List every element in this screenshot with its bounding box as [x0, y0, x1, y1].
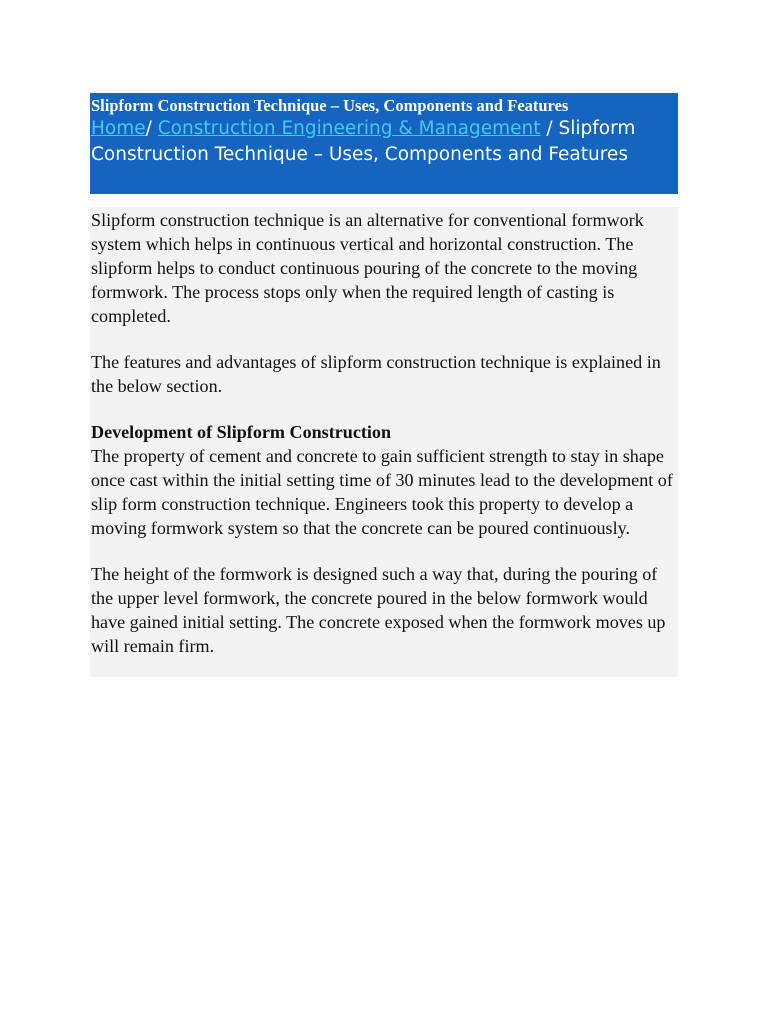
breadcrumb-separator: /	[540, 118, 559, 139]
article-paragraph-intro: Slipform construction technique is an alternative for conventional formwork system which helps in continuous vertical and horizontal construction. The slipform helps to conduct continuous pouring of the concrete to the moving formwork. The process stops only when the required length of casting is completed.	[91, 210, 644, 326]
page-title: Slipform Construction Technique – Uses, Components and Features	[91, 96, 569, 115]
breadcrumb	[91, 116, 678, 168]
article-paragraph-features: The features and advantages of slipform construction technique is explained in the below section.	[91, 352, 661, 396]
page-header	[90, 93, 678, 194]
breadcrumb-separator: /	[145, 118, 158, 139]
breadcrumb-current: Slipform Construction Technique – Uses, Components and Features	[91, 118, 636, 165]
section-heading-development: Development of Slipform Construction	[91, 422, 392, 442]
article-paragraph-development: The property of cement and concrete to gain sufficient strength to stay in shape once cast within the initial setting time of 30 minutes lead to the development of slip form construction technique. Engineers took this property to develop a moving formwork system so that the concrete can be poured continuously.	[91, 446, 673, 538]
breadcrumb-home-link[interactable]: Home	[91, 118, 146, 139]
article-paragraph-formwork-height: The height of the formwork is designed such a way that, during the pouring of the upper level formwork, the concrete poured in the below formwork would have gained initial setting. The concrete exposed when the formwork moves up will remain firm.	[91, 564, 666, 656]
breadcrumb-category-link[interactable]: Construction Engineering & Management	[157, 118, 541, 139]
article-body	[90, 207, 678, 677]
